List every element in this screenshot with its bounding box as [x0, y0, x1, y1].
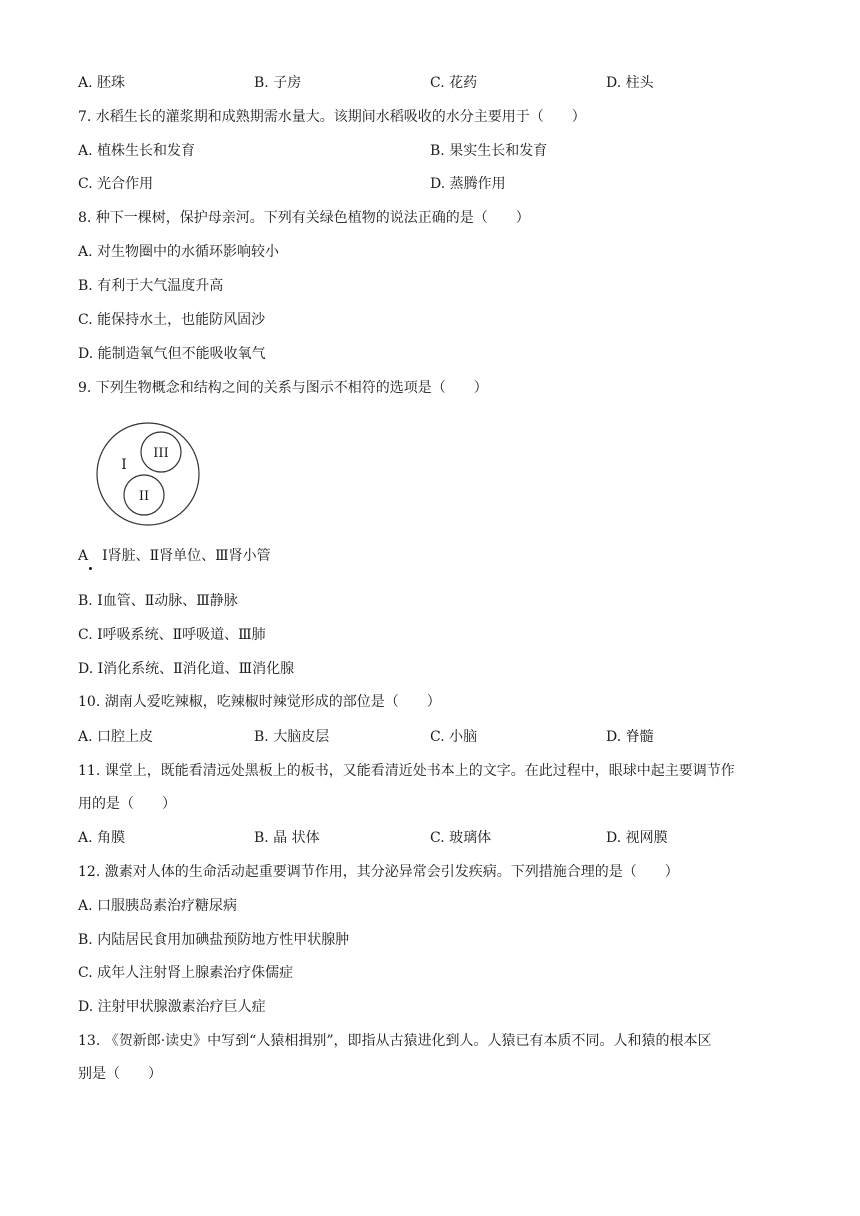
- q7-option-c[interactable]: C. 光合作用: [78, 176, 154, 192]
- q9-option-a[interactable]: A Ⅰ肾脏、Ⅱ肾单位、Ⅲ肾小管: [78, 548, 271, 564]
- q9-stem: 9. 下列生物概念和结构之间的关系与图示不相符的选项是（ ）: [78, 380, 488, 396]
- q6-option-b[interactable]: B. 子房: [254, 75, 302, 91]
- option-a-dot: [89, 567, 92, 570]
- q12-stem: 12. 激素对人体的生命活动起重要调节作用，其分泌异常会引发疾病。下列措施合理的是（ ）: [78, 864, 679, 880]
- q11-stem-line1: 11. 课堂上，既能看清远处黑板上的板书，又能看清近处书本上的文字。在此过程中，眼球中起主要调节作: [78, 763, 735, 779]
- q8-option-c[interactable]: C. 能保持水土，也能防风固沙: [78, 312, 266, 328]
- q11-stem-line2: 用的是（ ）: [78, 796, 176, 812]
- q11-option-a[interactable]: A. 角膜: [78, 830, 126, 846]
- q9-option-d[interactable]: D. Ⅰ消化系统、Ⅱ消化道、Ⅲ消化腺: [78, 661, 295, 677]
- q11-option-c[interactable]: C. 玻璃体: [430, 830, 492, 846]
- q12-option-c[interactable]: C. 成年人注射肾上腺素治疗侏儒症: [78, 965, 294, 981]
- q6-option-a[interactable]: A. 胚珠: [78, 75, 126, 91]
- q7-stem: 7. 水稻生长的灌浆期和成熟期需水量大。该期间水稻吸收的水分主要用于（ ）: [78, 109, 586, 125]
- q6-option-d[interactable]: D. 柱头: [606, 75, 654, 91]
- q9-option-c[interactable]: C. Ⅰ呼吸系统、Ⅱ呼吸道、Ⅲ肺: [78, 627, 266, 643]
- q10-option-c[interactable]: C. 小脑: [430, 729, 478, 745]
- q7-option-d[interactable]: D. 蒸腾作用: [430, 176, 506, 192]
- outer-circle: [97, 423, 199, 525]
- top-label: III: [153, 446, 169, 461]
- q11-option-b[interactable]: B. 晶 状体: [254, 830, 320, 846]
- q13-stem-line2: 别是（ ）: [78, 1066, 162, 1082]
- q9-option-b[interactable]: B. Ⅰ血管、Ⅱ动脉、Ⅲ静脉: [78, 593, 238, 609]
- q11-option-d[interactable]: D. 视网膜: [606, 830, 668, 846]
- q8-option-b[interactable]: B. 有利于大气温度升高: [78, 278, 224, 294]
- q10-option-a[interactable]: A. 口腔上皮: [78, 729, 154, 745]
- q8-option-a[interactable]: A. 对生物圈中的水循环影响较小: [78, 244, 280, 260]
- bottom-label: II: [138, 489, 150, 504]
- outer-label: I: [121, 457, 127, 473]
- q8-stem: 8. 种下一棵树，保护母亲河。下列有关绿色植物的说法正确的是（ ）: [78, 210, 530, 226]
- q7-option-b[interactable]: B. 果实生长和发育: [430, 143, 548, 159]
- q10-option-b[interactable]: B. 大脑皮层: [254, 729, 330, 745]
- q7-option-a[interactable]: A. 植株生长和发育: [78, 143, 196, 159]
- q6-option-c[interactable]: C. 花药: [430, 75, 478, 91]
- q8-option-d[interactable]: D. 能制造氧气但不能吸收氧气: [78, 346, 266, 362]
- q10-stem: 10. 湖南人爱吃辣椒，吃辣椒时辣觉形成的部位是（ ）: [78, 694, 441, 710]
- q13-stem-line1: 13. 《贺新郎·读史》中写到“人猿相揖别”，即指从古猿进化到人。人猿已有本质不同。人和猿的根本区: [78, 1033, 712, 1049]
- venn-diagram-figure: [94, 420, 202, 528]
- q12-option-b[interactable]: B. 内陆居民食用加碘盐预防地方性甲状腺肿: [78, 932, 350, 948]
- q12-option-d[interactable]: D. 注射甲状腺激素治疗巨人症: [78, 999, 266, 1015]
- q10-option-d[interactable]: D. 脊髓: [606, 729, 654, 745]
- q12-option-a[interactable]: A. 口服胰岛素治疗糖尿病: [78, 898, 238, 914]
